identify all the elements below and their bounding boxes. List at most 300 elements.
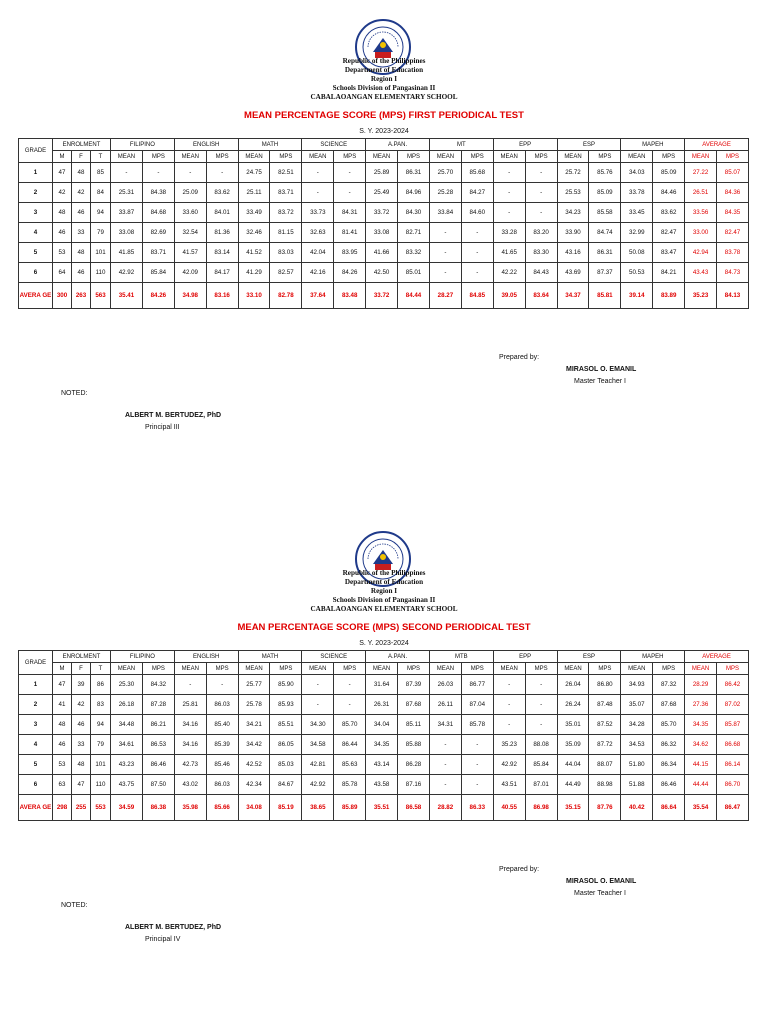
subject-header: A.PAN.	[366, 651, 430, 663]
table-cell: 27.22	[685, 163, 717, 183]
table-cell: -	[334, 675, 366, 695]
table-cell: 34.16	[174, 715, 206, 735]
table-cell: 83.30	[525, 243, 557, 263]
table-cell: 42.34	[238, 775, 270, 795]
subject-header: MAPEH	[621, 651, 685, 663]
table-cell: 81.36	[206, 223, 238, 243]
table-cell: 83.71	[270, 183, 302, 203]
table-cell: 84.60	[461, 203, 493, 223]
table-cell: 84.68	[142, 203, 174, 223]
table-cell: 48	[53, 715, 72, 735]
table-cell: -	[429, 223, 461, 243]
table-cell: 83.03	[270, 243, 302, 263]
average-cell: 34.08	[238, 795, 270, 821]
principal-title: Principal IV	[145, 936, 181, 943]
table-cell: 86.34	[653, 755, 685, 775]
table-cell: 85.03	[270, 755, 302, 775]
subject-header: ENGLISH	[174, 139, 238, 151]
mean-header: MEAN	[111, 151, 143, 163]
table-cell: 53	[53, 755, 72, 775]
table-cell: 34.03	[621, 163, 653, 183]
table-cell: 86.14	[717, 755, 749, 775]
table-row	[19, 675, 749, 695]
table-cell: 43.51	[493, 775, 525, 795]
mps-header: MPS	[589, 663, 621, 675]
table-cell: 84	[91, 183, 111, 203]
table-cell: 84.96	[398, 183, 430, 203]
table-cell: -	[461, 223, 493, 243]
table-cell: 81.41	[334, 223, 366, 243]
average-cell: 40.42	[621, 795, 653, 821]
table-cell: 82.57	[270, 263, 302, 283]
table-cell: 50.08	[621, 243, 653, 263]
mps-header: MPS	[398, 663, 430, 675]
table-cell: 24.75	[238, 163, 270, 183]
table-cell: 85.87	[717, 715, 749, 735]
average-cell: 82.78	[270, 283, 302, 309]
table-cell: 43.75	[111, 775, 143, 795]
table-cell: 25.31	[111, 183, 143, 203]
subject-header: SCIENCE	[302, 651, 366, 663]
table-cell: 46	[72, 263, 91, 283]
table-cell: 34.61	[111, 735, 143, 755]
table-cell: 83	[91, 695, 111, 715]
report-title: MEAN PERCENTAGE SCORE (MPS) SECOND PERIODICAL TEST	[237, 622, 531, 633]
table-cell: 85.11	[398, 715, 430, 735]
table-cell: 35.09	[557, 735, 589, 755]
table-cell: 34.21	[238, 715, 270, 735]
table-cell: 33.87	[111, 203, 143, 223]
table-cell: 87.50	[142, 775, 174, 795]
average-cell: 35.98	[174, 795, 206, 821]
table-cell: 35.01	[557, 715, 589, 735]
table-cell: -	[142, 163, 174, 183]
table-cell: 86.03	[206, 695, 238, 715]
table-row	[19, 735, 749, 755]
table-cell: 83.71	[142, 243, 174, 263]
average-cell: 35.15	[557, 795, 589, 821]
table-cell: 43.16	[557, 243, 589, 263]
table-cell: 41.66	[366, 243, 398, 263]
table-cell: 48	[72, 243, 91, 263]
subject-header: FILIPINO	[111, 139, 175, 151]
average-cell: 86.38	[142, 795, 174, 821]
table-cell: 84.46	[653, 183, 685, 203]
table-cell: 25.09	[174, 183, 206, 203]
table-cell: 42.09	[174, 263, 206, 283]
average-cell: 35.23	[685, 283, 717, 309]
average-cell: 40.55	[493, 795, 525, 821]
header-line3: Region I	[370, 587, 398, 595]
table-cell: -	[302, 675, 334, 695]
table-cell: 86.05	[270, 735, 302, 755]
table-cell: 33.56	[685, 203, 717, 223]
table-cell: -	[302, 695, 334, 715]
average-cell: 35.41	[111, 283, 143, 309]
table-cell: 84.36	[717, 183, 749, 203]
subject-header: ESP	[557, 651, 621, 663]
subject-header: ESP	[557, 139, 621, 151]
table-cell: 34.93	[621, 675, 653, 695]
table-cell: 1	[19, 163, 53, 183]
table-cell: -	[302, 183, 334, 203]
mean-header: MEAN	[238, 151, 270, 163]
table-cell: 25.70	[429, 163, 461, 183]
table-cell: 50.53	[621, 263, 653, 283]
table-cell: 87.48	[589, 695, 621, 715]
table-cell: 86.44	[334, 735, 366, 755]
mean-header: MEAN	[493, 151, 525, 163]
mean-header: MEAN	[366, 151, 398, 163]
average-cell: 86.47	[717, 795, 749, 821]
table-cell: 86.77	[461, 675, 493, 695]
mps-header: MPS	[334, 663, 366, 675]
table-cell: 44.49	[557, 775, 589, 795]
preparer-title: Master Teacher I	[574, 378, 627, 385]
table-cell: 25.11	[238, 183, 270, 203]
subject-header: EPP	[493, 139, 557, 151]
table-cell: 5	[19, 243, 53, 263]
table-cell: 3	[19, 715, 53, 735]
table-cell: 48	[72, 755, 91, 775]
noted-label: NOTED:	[61, 902, 88, 909]
table-cell: 83.32	[398, 243, 430, 263]
header-line1: Republic of the Philippines	[342, 569, 426, 577]
table-cell: 46	[53, 735, 72, 755]
average-cell: 85.81	[589, 283, 621, 309]
table-cell: 26.03	[429, 675, 461, 695]
table-cell: 46	[72, 203, 91, 223]
table-cell: 85.88	[398, 735, 430, 755]
grade-header: GRADE	[19, 651, 53, 675]
table-cell: 53	[53, 243, 72, 263]
table-cell: 44.04	[557, 755, 589, 775]
subject-header: MAPEH	[621, 139, 685, 151]
table-cell: 85.39	[206, 735, 238, 755]
enrolment-m-header: M	[53, 151, 72, 163]
average-cell: 84.85	[461, 283, 493, 309]
table-subheader-row	[19, 663, 749, 675]
subject-header: MT	[429, 139, 493, 151]
table-cell: 47	[53, 675, 72, 695]
preparer-title: Master Teacher I	[574, 890, 627, 897]
table-cell: -	[206, 163, 238, 183]
table-cell: -	[525, 163, 557, 183]
table-cell: 51.80	[621, 755, 653, 775]
table-cell: -	[493, 203, 525, 223]
mean-header: MEAN	[111, 663, 143, 675]
table-cell: 83.95	[334, 243, 366, 263]
average-cell: 34.98	[174, 283, 206, 309]
table-cell: 43.02	[174, 775, 206, 795]
mps-header: MPS	[461, 663, 493, 675]
mps-header: MPS	[270, 151, 302, 163]
table-cell: 42.04	[302, 243, 334, 263]
table-cell: 42	[72, 183, 91, 203]
table-cell: 42.22	[493, 263, 525, 283]
table-cell: 25.30	[111, 675, 143, 695]
table-row	[19, 263, 749, 283]
table-row	[19, 223, 749, 243]
table-cell: 84.27	[461, 183, 493, 203]
table-cell: 34.35	[685, 715, 717, 735]
average-cell: 86.98	[525, 795, 557, 821]
table-cell: -	[429, 735, 461, 755]
table-cell: 82.69	[142, 223, 174, 243]
table-cell: 25.28	[429, 183, 461, 203]
table-cell: -	[174, 163, 206, 183]
mean-header: MEAN	[174, 151, 206, 163]
average-cell: 33.10	[238, 283, 270, 309]
table-cell: 4	[19, 223, 53, 243]
table-cell: 83.62	[206, 183, 238, 203]
table-cell: -	[174, 675, 206, 695]
average-cell: 28.27	[429, 283, 461, 309]
table-cell: 87.02	[717, 695, 749, 715]
table-cell: 84.74	[589, 223, 621, 243]
mean-header: MEAN	[366, 663, 398, 675]
table-cell: -	[493, 163, 525, 183]
table-cell: 86.28	[398, 755, 430, 775]
mps-header: MPS	[142, 151, 174, 163]
table-cell: 42.94	[685, 243, 717, 263]
table-cell: 46	[72, 715, 91, 735]
mps-header: MPS	[589, 151, 621, 163]
header-line5: CABALAOANGAN ELEMENTARY SCHOOL	[310, 605, 458, 613]
mean-header: MEAN	[557, 151, 589, 163]
table-cell: 83.62	[653, 203, 685, 223]
average-cell: 37.64	[302, 283, 334, 309]
table-cell: 25.81	[174, 695, 206, 715]
school-year: S. Y. 2023-2024	[359, 128, 409, 135]
average-header: AVERAGE	[685, 651, 749, 663]
table-cell: 86.46	[142, 755, 174, 775]
principal-title: Principal III	[145, 424, 180, 431]
table-cell: 81.15	[270, 223, 302, 243]
table-cell: 25.53	[557, 183, 589, 203]
table-cell: 4	[19, 735, 53, 755]
table-cell: 87.52	[589, 715, 621, 735]
table-cell: -	[461, 263, 493, 283]
table-cell: 34.30	[302, 715, 334, 735]
table-cell: 110	[91, 775, 111, 795]
table-cell: 43.58	[366, 775, 398, 795]
table-cell: 85.84	[525, 755, 557, 775]
mps-header: MPS	[334, 151, 366, 163]
average-cell: 39.14	[621, 283, 653, 309]
prepared-by-label: Prepared by:	[499, 354, 540, 361]
table-cell: 32.99	[621, 223, 653, 243]
average-cell: 39.05	[493, 283, 525, 309]
table-cell: 26.24	[557, 695, 589, 715]
table-cell: 28.29	[685, 675, 717, 695]
table-cell: 43.14	[366, 755, 398, 775]
table-cell: 87.01	[525, 775, 557, 795]
table-cell: 33	[72, 223, 91, 243]
mps-header: MPS	[270, 663, 302, 675]
table-cell: 82.51	[270, 163, 302, 183]
mps-header: MPS	[461, 151, 493, 163]
table-cell: 85.07	[717, 163, 749, 183]
table-cell: 41.85	[111, 243, 143, 263]
table-header-row	[19, 139, 749, 151]
mps-header: MPS	[717, 663, 749, 675]
header-line4: Schools Division of Pangasinan II	[332, 596, 436, 604]
table-cell: 83.14	[206, 243, 238, 263]
table-cell: 87.39	[398, 675, 430, 695]
mean-header: MEAN	[685, 663, 717, 675]
table-cell: 3	[19, 203, 53, 223]
table-cell: -	[334, 183, 366, 203]
enrolment-f-header: F	[72, 663, 91, 675]
table-cell: 82.47	[717, 223, 749, 243]
average-cell: 86.58	[398, 795, 430, 821]
table-cell: -	[493, 183, 525, 203]
table-cell: 33.00	[685, 223, 717, 243]
table-cell: 83.78	[717, 243, 749, 263]
subject-header: MTB	[429, 651, 493, 663]
average-cell: 255	[72, 795, 91, 821]
table-cell: 82.47	[653, 223, 685, 243]
table-row	[19, 755, 749, 775]
average-cell: 300	[53, 283, 72, 309]
average-cell: 86.33	[461, 795, 493, 821]
table-cell: -	[493, 715, 525, 735]
table-header-row	[19, 651, 749, 663]
table-row	[19, 695, 749, 715]
table-cell: 86.80	[589, 675, 621, 695]
table-cell: -	[525, 203, 557, 223]
header-line3: Region I	[370, 75, 398, 83]
prepared-by-label: Prepared by:	[499, 866, 540, 873]
table-row	[19, 203, 749, 223]
average-cell: 87.76	[589, 795, 621, 821]
table-cell: 34.62	[685, 735, 717, 755]
table-cell: -	[461, 755, 493, 775]
table-cell: 84.73	[717, 263, 749, 283]
table-cell: 51.88	[621, 775, 653, 795]
table-cell: -	[334, 163, 366, 183]
table-cell: 88.98	[589, 775, 621, 795]
table-cell: -	[525, 675, 557, 695]
table-cell: 33.08	[366, 223, 398, 243]
noted-label: NOTED:	[61, 390, 88, 397]
table-cell: 42	[72, 695, 91, 715]
average-cell: 84.13	[717, 283, 749, 309]
table-cell: 33.78	[621, 183, 653, 203]
average-cell: 83.89	[653, 283, 685, 309]
mean-header: MEAN	[493, 663, 525, 675]
table-cell: 2	[19, 695, 53, 715]
table-cell: 26.04	[557, 675, 589, 695]
enrolment-t-header: T	[91, 151, 111, 163]
average-cell: 85.89	[334, 795, 366, 821]
average-cell: 553	[91, 795, 111, 821]
average-cell: 83.16	[206, 283, 238, 309]
table-cell: -	[461, 735, 493, 755]
table-cell: 33	[72, 735, 91, 755]
table-cell: 86.68	[717, 735, 749, 755]
table-cell: 41.57	[174, 243, 206, 263]
mean-header: MEAN	[302, 151, 334, 163]
header-line2: Department of Education	[344, 66, 424, 74]
subject-header: MATH	[238, 139, 302, 151]
table-cell: 26.31	[366, 695, 398, 715]
table-cell: 84.43	[525, 263, 557, 283]
school-year: S. Y. 2023-2024	[359, 640, 409, 647]
table-cell: 34.48	[111, 715, 143, 735]
table-cell: 87.04	[461, 695, 493, 715]
table-cell: -	[525, 695, 557, 715]
subject-header: A.PAN.	[366, 139, 430, 151]
table-cell: 87.32	[653, 675, 685, 695]
table-cell: 87.72	[589, 735, 621, 755]
table-cell: 84.26	[334, 263, 366, 283]
average-cell: 35.54	[685, 795, 717, 821]
mps-header: MPS	[206, 151, 238, 163]
mean-header: MEAN	[685, 151, 717, 163]
table-cell: 5	[19, 755, 53, 775]
table-cell: 44.44	[685, 775, 717, 795]
table-cell: 27.36	[685, 695, 717, 715]
table-row	[19, 183, 749, 203]
mps-header: MPS	[653, 663, 685, 675]
table-cell: 26.51	[685, 183, 717, 203]
average-cell: 85.66	[206, 795, 238, 821]
average-row-label: AVERA GE	[19, 283, 53, 309]
table-cell: 84.17	[206, 263, 238, 283]
table-cell: -	[429, 263, 461, 283]
table-cell: -	[525, 715, 557, 735]
table-cell: 87.37	[589, 263, 621, 283]
table-cell: 33.60	[174, 203, 206, 223]
table-cell: 101	[91, 243, 111, 263]
table-row	[19, 243, 749, 263]
table-cell: 64	[53, 263, 72, 283]
table-cell: 34.35	[366, 735, 398, 755]
table-cell: 94	[91, 203, 111, 223]
table-cell: 25.72	[557, 163, 589, 183]
average-row	[19, 795, 749, 821]
table-cell: 86.32	[653, 735, 685, 755]
table-cell: 83.20	[525, 223, 557, 243]
mps-header: MPS	[206, 663, 238, 675]
average-cell: 563	[91, 283, 111, 309]
table-cell: 33.90	[557, 223, 589, 243]
table-cell: 84.67	[270, 775, 302, 795]
mps-header: MPS	[398, 151, 430, 163]
table-cell: 35.07	[621, 695, 653, 715]
table-cell: 1	[19, 675, 53, 695]
table-cell: 85.51	[270, 715, 302, 735]
table-cell: -	[461, 243, 493, 263]
table-cell: 86.42	[717, 675, 749, 695]
table-cell: 47	[72, 775, 91, 795]
average-cell: 34.59	[111, 795, 143, 821]
average-cell: 34.37	[557, 283, 589, 309]
table-cell: 42.16	[302, 263, 334, 283]
average-row	[19, 283, 749, 309]
table-cell: 43.43	[685, 263, 717, 283]
preparer-name: MIRASOL O. EMANIL	[566, 878, 637, 885]
table-cell: 31.64	[366, 675, 398, 695]
table-cell: 34.16	[174, 735, 206, 755]
table-cell: 101	[91, 755, 111, 775]
report-title: MEAN PERCENTAGE SCORE (MPS) FIRST PERIODICAL TEST	[244, 110, 524, 121]
table-cell: 32.63	[302, 223, 334, 243]
table-cell: 41.29	[238, 263, 270, 283]
average-cell: 86.64	[653, 795, 685, 821]
